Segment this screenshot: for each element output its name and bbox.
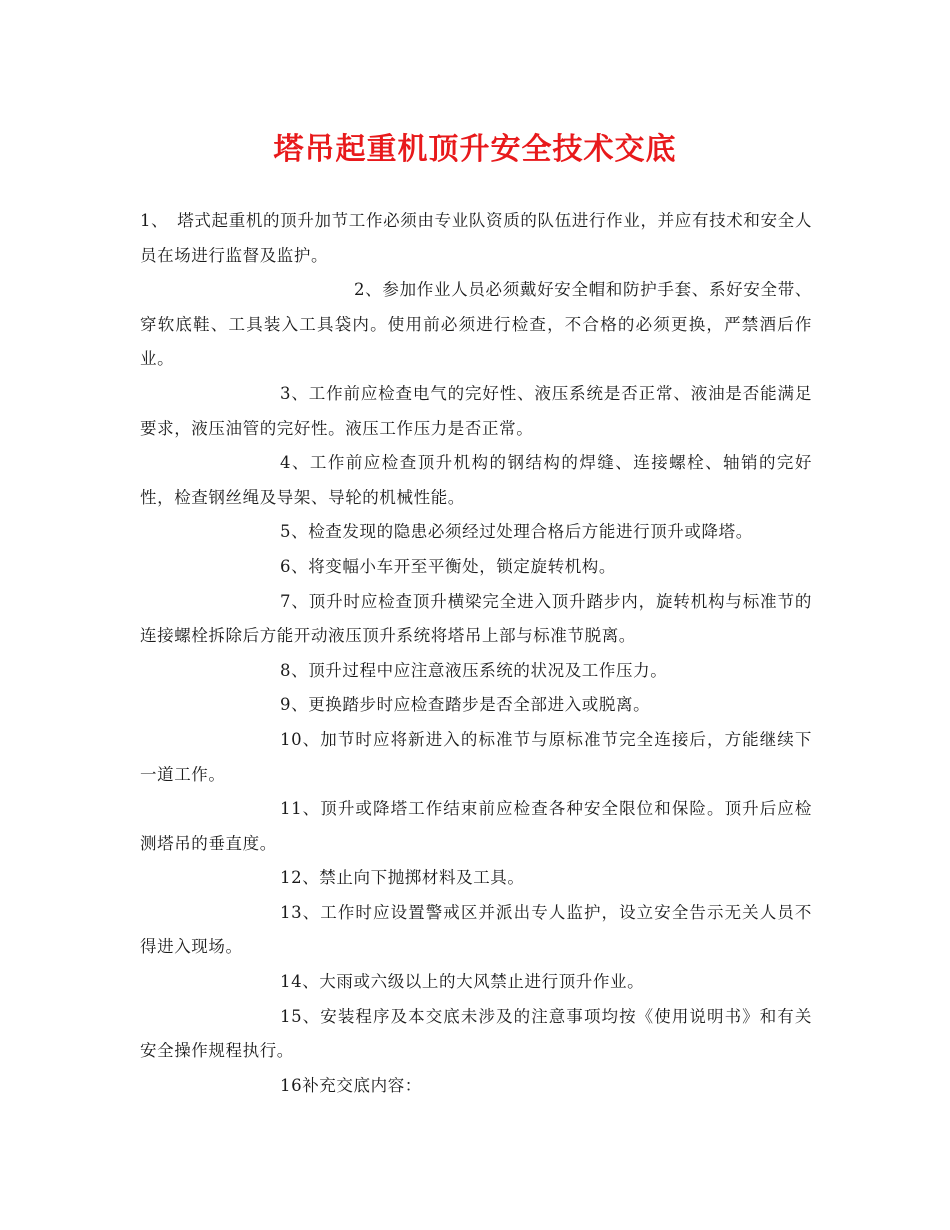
paragraph-10: 10、加节时应将新进入的标准节与原标准节完全连接后，方能继续下一道工作。 [140, 729, 812, 784]
document-title: 塔吊起重机顶升安全技术交底 [273, 132, 677, 167]
paragraph-9: 9、更换踏步时应检查踏步是否全部进入或脱离。 [280, 695, 651, 715]
document-body [140, 204, 812, 1103]
paragraph-12: 12、禁止向下抛掷材料及工具。 [280, 868, 525, 888]
paragraph-14: 14、大雨或六级以上的大风禁止进行顶升作业。 [280, 972, 645, 992]
paragraph-5: 5、检查发现的隐患必须经过处理合格后方能进行顶升或降塔。 [280, 522, 753, 542]
paragraph-13: 13、工作时应设置警戒区并派出专人监护，设立安全告示无关人员不得进入现场。 [140, 902, 812, 957]
paragraph-8: 8、顶升过程中应注意液压系统的状况及工作压力。 [280, 660, 668, 680]
paragraph-16: 16补充交底内容： [280, 1075, 422, 1095]
paragraph-15: 15、安装程序及本交底未涉及的注意事项均按《使用说明书》和有关安全操作规程执行。 [140, 1006, 812, 1061]
paragraph-4: 4、工作前应检查顶升机构的钢结构的焊缝、连接螺栓、轴销的完好性，检查钢丝绳及导架、导轮的机械性能。 [140, 453, 812, 507]
paragraph-7: 7、顶升时应检查顶升横梁完全进入顶升踏步内，旋转机构与标准节的连接螺栓拆除后方能开动液压顶升系统将塔吊上部与标准节脱离。 [140, 591, 812, 646]
paragraph-3: 3、工作前应检查电气的完好性、液压系统是否正常、液油是否能满足要求，液压油管的完好性。液压工作压力是否正常。 [140, 383, 812, 438]
paragraph-2: 2、参加作业人员必须戴好安全帽和防护手套、系好安全带、穿软底鞋、工具装入工具袋内。使用前必须进行检查，不合格的必须更换，严禁酒后作业。 [140, 280, 812, 369]
paragraph-1: 1、 塔式起重机的顶升加节工作必须由专业队资质的队伍进行作业，并应有技术和安全人员在场进行监督及监护。 [140, 211, 812, 265]
paragraph-11: 11、顶升或降塔工作结束前应检查各种安全限位和保险。顶升后应检测塔吊的垂直度。 [140, 799, 812, 853]
paragraph-6: 6、将变幅小车开至平衡处，锁定旋转机构。 [280, 556, 616, 576]
